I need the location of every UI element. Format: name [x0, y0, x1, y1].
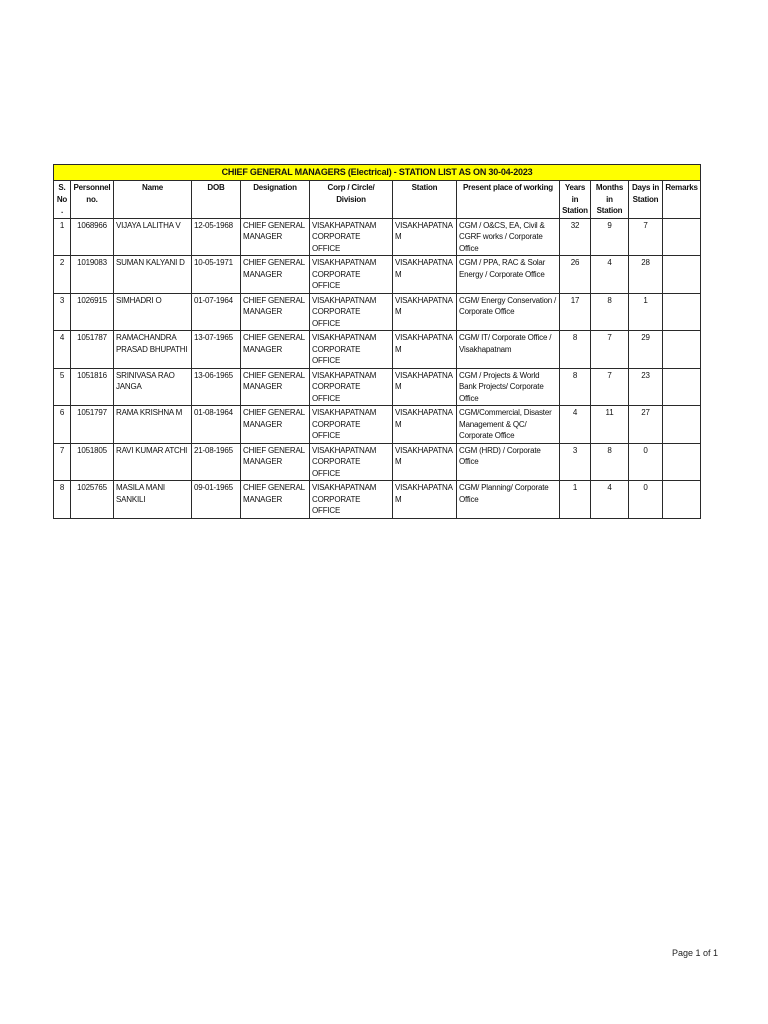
cell-months: 7: [591, 368, 629, 406]
cell-years: 3: [560, 443, 591, 481]
table-title: CHIEF GENERAL MANAGERS (Electrical) - STATION LIST AS ON 30-04-2023: [54, 165, 701, 181]
cell-station: VISAKHAPATNAM: [393, 481, 457, 519]
column-header-corp-circle-division: Corp / Circle/ Division: [310, 181, 393, 219]
table-row: [54, 368, 701, 406]
cell-days: 28: [629, 256, 663, 294]
column-header-remarks: Remarks: [663, 181, 701, 219]
table-body: [54, 218, 701, 518]
cell-months: 9: [591, 218, 629, 256]
cell-days: 7: [629, 218, 663, 256]
cell-dob: 13-07-1965: [192, 331, 241, 369]
cell-name: MASILA MANI SANKILI: [114, 481, 192, 519]
cell-months: 4: [591, 256, 629, 294]
cell-days: 27: [629, 406, 663, 444]
cell-dob: 13-06-1965: [192, 368, 241, 406]
cell-years: 8: [560, 331, 591, 369]
cell-personnel-no: 1051787: [71, 331, 114, 369]
table-row: [54, 443, 701, 481]
cell-dob: 09-01-1965: [192, 481, 241, 519]
station-list-sheet: [53, 164, 701, 519]
cell-station: VISAKHAPATNAM: [393, 406, 457, 444]
cell-station: VISAKHAPATNAM: [393, 368, 457, 406]
cell-present-place: CGM (HRD) / Corporate Office: [457, 443, 560, 481]
cell-remarks: [663, 406, 701, 444]
cell-years: 1: [560, 481, 591, 519]
cell-years: 17: [560, 293, 591, 331]
cell-months: 7: [591, 331, 629, 369]
cell-remarks: [663, 218, 701, 256]
cell-corp-circle-division: VISAKHAPATNAM CORPORATE OFFICE: [310, 368, 393, 406]
cell-days: 0: [629, 481, 663, 519]
cell-station: VISAKHAPATNAM: [393, 331, 457, 369]
column-header-present-place: Present place of working: [457, 181, 560, 219]
cell-designation: CHIEF GENERAL MANAGER: [241, 218, 310, 256]
cell-name: SIMHADRI O: [114, 293, 192, 331]
page-number: Page 1 of 1: [672, 948, 719, 958]
cell-personnel-no: 1025765: [71, 481, 114, 519]
cell-months: 8: [591, 443, 629, 481]
table-row: [54, 293, 701, 331]
cell-designation: CHIEF GENERAL MANAGER: [241, 331, 310, 369]
cell-corp-circle-division: VISAKHAPATNAM CORPORATE OFFICE: [310, 481, 393, 519]
column-header-years: Years in Station: [560, 181, 591, 219]
table-header-row: [54, 181, 701, 219]
cell-present-place: CGM/ Energy Conservation / Corporate Office: [457, 293, 560, 331]
cell-sno: 8: [54, 481, 71, 519]
cell-years: 26: [560, 256, 591, 294]
cell-years: 32: [560, 218, 591, 256]
cell-remarks: [663, 443, 701, 481]
table-row: [54, 256, 701, 294]
cell-name: SUMAN KALYANI D: [114, 256, 192, 294]
cell-designation: CHIEF GENERAL MANAGER: [241, 256, 310, 294]
cell-remarks: [663, 481, 701, 519]
cell-present-place: CGM/Commercial, Disaster Management & QC/ Corporate Office: [457, 406, 560, 444]
cell-days: 1: [629, 293, 663, 331]
cell-personnel-no: 1019083: [71, 256, 114, 294]
cell-name: RAVI KUMAR ATCHI: [114, 443, 192, 481]
cell-present-place: CGM/ Planning/ Corporate Office: [457, 481, 560, 519]
column-header-months: Months in Station: [591, 181, 629, 219]
cell-name: RAMACHANDRA PRASAD BHUPATHI: [114, 331, 192, 369]
cell-remarks: [663, 368, 701, 406]
column-header-name: Name: [114, 181, 192, 219]
cell-months: 4: [591, 481, 629, 519]
cell-personnel-no: 1026915: [71, 293, 114, 331]
column-header-designation: Designation: [241, 181, 310, 219]
cell-personnel-no: 1051816: [71, 368, 114, 406]
cell-remarks: [663, 293, 701, 331]
cell-personnel-no: 1051805: [71, 443, 114, 481]
cell-dob: 01-08-1964: [192, 406, 241, 444]
cell-months: 11: [591, 406, 629, 444]
table-title-row: [54, 165, 701, 181]
cell-station: VISAKHAPATNAM: [393, 218, 457, 256]
cell-personnel-no: 1068966: [71, 218, 114, 256]
cell-station: VISAKHAPATNAM: [393, 293, 457, 331]
cell-designation: CHIEF GENERAL MANAGER: [241, 443, 310, 481]
cell-name: RAMA KRISHNA M: [114, 406, 192, 444]
cell-station: VISAKHAPATNAM: [393, 443, 457, 481]
cell-months: 8: [591, 293, 629, 331]
cell-days: 29: [629, 331, 663, 369]
cell-days: 23: [629, 368, 663, 406]
cell-designation: CHIEF GENERAL MANAGER: [241, 368, 310, 406]
cell-years: 8: [560, 368, 591, 406]
cell-dob: 12-05-1968: [192, 218, 241, 256]
cell-corp-circle-division: VISAKHAPATNAM CORPORATE OFFICE: [310, 293, 393, 331]
cell-present-place: CGM/ IT/ Corporate Office / Visakhapatnam: [457, 331, 560, 369]
cell-sno: 1: [54, 218, 71, 256]
cell-personnel-no: 1051797: [71, 406, 114, 444]
cell-years: 4: [560, 406, 591, 444]
table-row: [54, 406, 701, 444]
cell-present-place: CGM / O&CS, EA, Civil & CGRF works / Corporate Office: [457, 218, 560, 256]
cell-designation: CHIEF GENERAL MANAGER: [241, 406, 310, 444]
cell-designation: CHIEF GENERAL MANAGER: [241, 293, 310, 331]
cell-corp-circle-division: VISAKHAPATNAM CORPORATE OFFICE: [310, 406, 393, 444]
cell-corp-circle-division: VISAKHAPATNAM CORPORATE OFFICE: [310, 218, 393, 256]
cell-present-place: CGM / Projects & World Bank Projects/ Corporate Office: [457, 368, 560, 406]
column-header-days: Days in Station: [629, 181, 663, 219]
cell-name: VIJAYA LALITHA V: [114, 218, 192, 256]
cell-corp-circle-division: VISAKHAPATNAM CORPORATE OFFICE: [310, 331, 393, 369]
cell-dob: 10-05-1971: [192, 256, 241, 294]
cell-designation: CHIEF GENERAL MANAGER: [241, 481, 310, 519]
cell-sno: 4: [54, 331, 71, 369]
cell-corp-circle-division: VISAKHAPATNAM CORPORATE OFFICE: [310, 443, 393, 481]
column-header-station: Station: [393, 181, 457, 219]
cell-dob: 21-08-1965: [192, 443, 241, 481]
cell-days: 0: [629, 443, 663, 481]
cell-remarks: [663, 256, 701, 294]
station-list-table: [53, 164, 701, 519]
cell-sno: 7: [54, 443, 71, 481]
cell-name: SRINIVASA RAO JANGA: [114, 368, 192, 406]
table-row: [54, 481, 701, 519]
cell-sno: 3: [54, 293, 71, 331]
table-row: [54, 331, 701, 369]
cell-dob: 01-07-1964: [192, 293, 241, 331]
cell-sno: 2: [54, 256, 71, 294]
cell-station: VISAKHAPATNAM: [393, 256, 457, 294]
cell-sno: 5: [54, 368, 71, 406]
cell-sno: 6: [54, 406, 71, 444]
cell-present-place: CGM / PPA, RAC & Solar Energy / Corporate Office: [457, 256, 560, 294]
table-row: [54, 218, 701, 256]
cell-corp-circle-division: VISAKHAPATNAM CORPORATE OFFICE: [310, 256, 393, 294]
column-header-dob: DOB: [192, 181, 241, 219]
column-header-personnel-no: Personnel no.: [71, 181, 114, 219]
cell-remarks: [663, 331, 701, 369]
column-header-sno: S. No.: [54, 181, 71, 219]
